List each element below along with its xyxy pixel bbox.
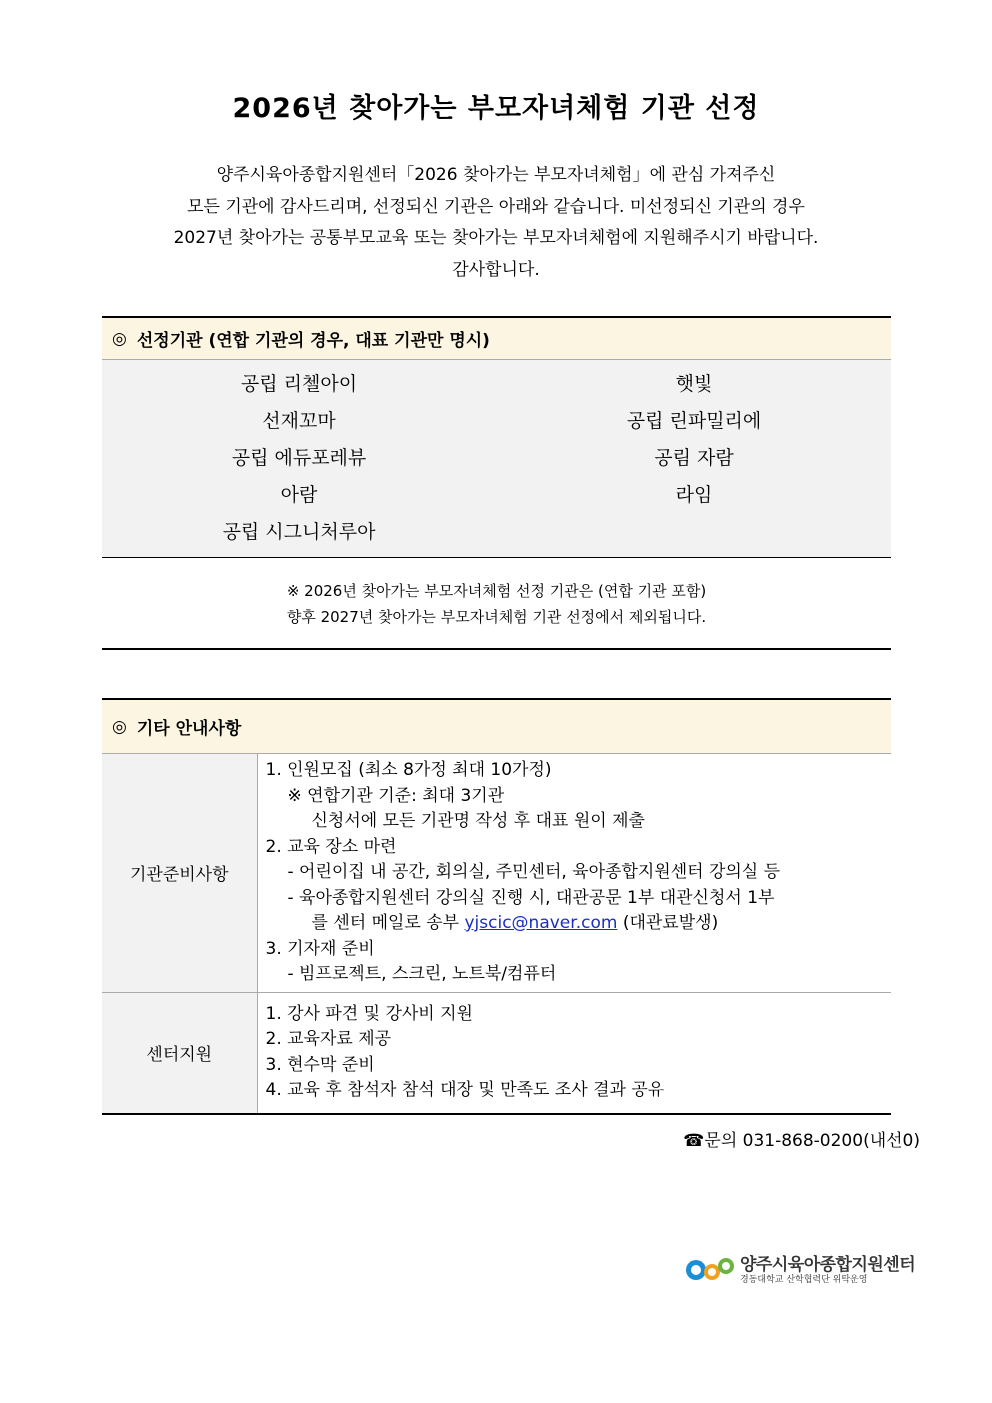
content-line: 신청서에 모든 기관명 작성 후 대표 원이 제출 — [311, 811, 645, 831]
org-item: 공립 에듀포레뷰 — [231, 447, 367, 469]
other-info-header — [102, 698, 891, 754]
row-content-support — [257, 992, 891, 1114]
org-item: 공립 린파밀리에 — [626, 410, 762, 432]
selected-orgs-list — [102, 360, 891, 558]
orgs-left-column — [102, 366, 496, 551]
logo-name: 양주시육아종합지원센터 — [740, 1255, 916, 1275]
email-link[interactable]: yjscic@naver.com — [464, 913, 618, 933]
org-item: 햇빛 — [675, 373, 713, 395]
row-content-prep — [257, 754, 891, 992]
bullseye-icon: ◎ — [112, 716, 127, 737]
content-line: - 어린이집 내 공간, 회의실, 주민센터, 육아종합지원센터 강의실 등 — [287, 862, 781, 882]
bullseye-icon: ◎ — [112, 328, 127, 349]
orgs-right-column — [497, 366, 891, 514]
table-row — [102, 754, 891, 992]
content-line: 2. 교육 장소 마련 — [265, 836, 397, 857]
intro-line: 모든 기관에 감사드리며, 선정되신 기관은 아래와 같습니다. 미선정되신 기관의 경우 — [187, 196, 805, 217]
content-line — [266, 911, 892, 937]
content-line: 3. 현수막 준비 — [265, 1054, 375, 1075]
selected-orgs-header — [102, 316, 891, 360]
other-info-heading: 기타 안내사항 — [136, 719, 242, 739]
contact-info — [683, 1126, 920, 1151]
content-line: 1. 인원모집 (최소 8가정 최대 10가정) — [265, 760, 552, 780]
org-item: 라임 — [675, 484, 713, 506]
content-text: 를 센터 메일로 송부 — [311, 913, 460, 933]
content-line: - 빔프로젝트, 스크린, 노트북/컴퓨터 — [287, 964, 557, 984]
selection-note — [102, 558, 891, 650]
note-line: 향후 2027년 찾아가는 부모자녀체험 기관 선정에서 제외됩니다. — [286, 608, 707, 626]
selected-orgs-heading: 선정기관 (연합 기관의 경우, 대표 기관만 명시) — [136, 331, 490, 351]
org-item: 공립 시그니처루아 — [222, 521, 376, 543]
content-line: ※ 연합기관 기준: 최대 3기관 — [287, 785, 505, 806]
intro-line: 감사합니다. — [452, 259, 540, 280]
row-label-prep: 기관준비사항 — [102, 754, 257, 992]
intro-line: 양주시육아종합지원센터「2026 찾아가는 부모자녀체험」에 관심 가져주신 — [216, 165, 776, 185]
phone-icon: ☎ — [683, 1131, 705, 1151]
org-item: 아람 — [280, 484, 318, 506]
info-table — [102, 754, 891, 1115]
note-line: ※ 2026년 찾아가는 부모자녀체험 선정 기관은 (연합 기관 포함) — [286, 582, 707, 600]
page-title: 2026년 찾아가는 부모자녀체험 기관 선정 — [232, 93, 760, 124]
org-item: 선재꼬마 — [262, 410, 336, 432]
org-item: 공립 리첼아이 — [240, 373, 358, 395]
center-logo-icon — [684, 1252, 736, 1286]
content-line: 3. 기자재 준비 — [265, 938, 375, 959]
table-row — [102, 992, 891, 1114]
selected-orgs-section — [102, 316, 891, 650]
logo-subtitle: 경동대학교 산학협력단 위탁운영 — [740, 1275, 868, 1285]
content-text: (대관료발생) — [622, 913, 719, 933]
contact-text: 문의 031-868-0200(내선0) — [704, 1131, 920, 1151]
org-item: 공림 자람 — [654, 447, 734, 469]
intro-text — [0, 160, 992, 286]
intro-line: 2027년 찾아가는 공통부모교육 또는 찾아가는 부모자녀체험에 지원해주시기 바랍니다. — [173, 228, 819, 248]
center-logo — [684, 1250, 924, 1290]
row-label-support: 센터지원 — [102, 992, 257, 1114]
content-line: 1. 강사 파견 및 강사비 지원 — [265, 1003, 473, 1024]
content-line: - 육아종합지원센터 강의실 진행 시, 대관공문 1부 대관신청서 1부 — [287, 887, 775, 908]
content-line: 4. 교육 후 참석자 참석 대장 및 만족도 조사 결과 공유 — [265, 1080, 665, 1101]
content-line: 2. 교육자료 제공 — [265, 1029, 392, 1050]
other-info-section — [102, 698, 891, 1115]
